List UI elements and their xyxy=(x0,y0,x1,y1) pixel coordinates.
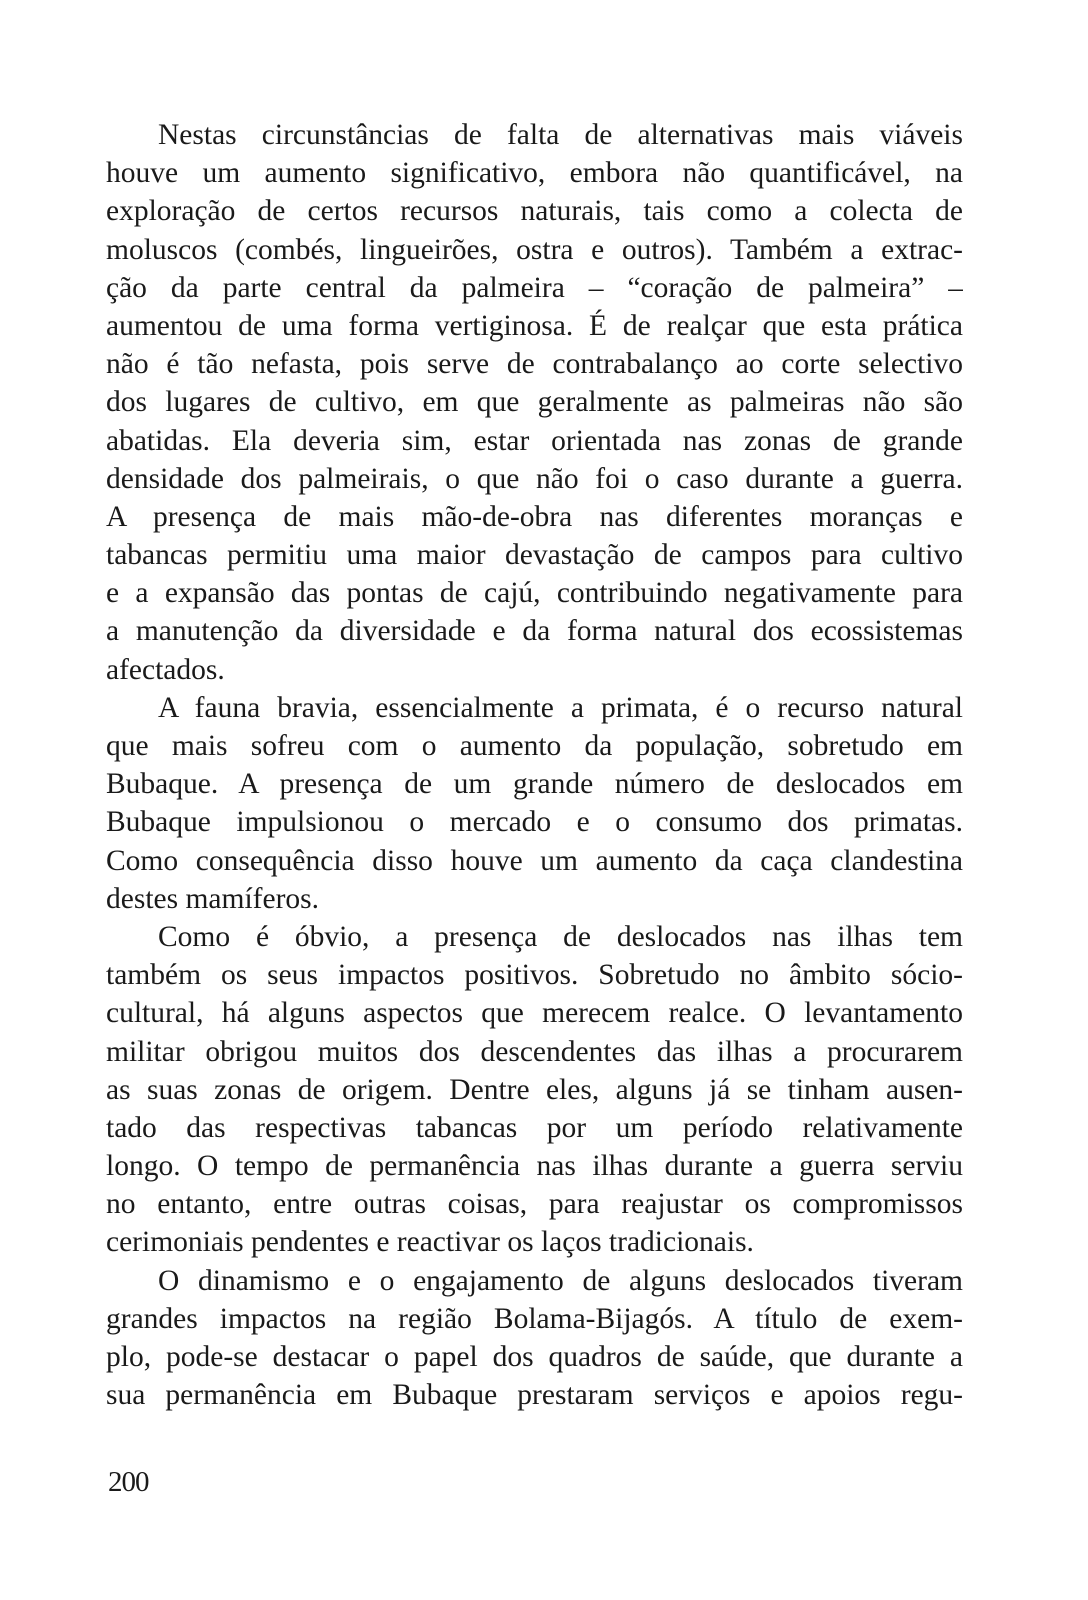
text-line: exploração de certos recursos naturais, tais como a colecta de xyxy=(106,195,963,228)
text-line: cerimoniais pendentes e reactivar os laços tradicionais. xyxy=(106,1226,754,1259)
text-line: as suas zonas de origem. Dentre eles, alguns já se tinham ausen- xyxy=(106,1073,963,1106)
text-line: Nestas circunstâncias de falta de alternativas mais viáveis xyxy=(158,119,963,151)
text-line: grandes impactos na região Bolama-Bijagós. A título de exem- xyxy=(106,1302,963,1335)
text-line: aumentou de uma forma vertiginosa. É de realçar que esta prática xyxy=(106,309,963,342)
text-line: ção da parte central da palmeira – “coração de palmeira” – xyxy=(106,271,963,304)
text-line: não é tão nefasta, pois serve de contrabalanço ao corte selectivo xyxy=(106,348,963,381)
text-line: que mais sofreu com o aumento da população, sobretudo em xyxy=(106,730,963,762)
text-line: no entanto, entre outras coisas, para reajustar os compromissos xyxy=(106,1188,963,1221)
text-line: A fauna bravia, essencialmente a primata, é o recurso natural xyxy=(158,691,963,724)
text-line: militar obrigou muitos dos descendentes das ilhas a procurarem xyxy=(106,1035,963,1068)
text-line: houve um aumento significativo, embora não quantificável, na xyxy=(106,157,963,190)
text-line: a manutenção da diversidade e da forma natural dos ecossistemas xyxy=(106,615,963,648)
text-line: longo. O tempo de permanência nas ilhas durante a guerra serviu xyxy=(106,1150,963,1183)
text-line: e a expansão das pontas de cajú, contribuindo negativamente para xyxy=(106,577,963,610)
text-line: plo, pode-se destacar o papel dos quadros de saúde, que durante a xyxy=(106,1341,963,1373)
paragraph-4 xyxy=(106,1262,963,1415)
page-number: 200 xyxy=(108,1466,149,1498)
text-line: Como consequência disso houve um aumento da caça clandestina xyxy=(106,844,963,877)
text-line: Como é óbvio, a presença de deslocados nas ilhas tem xyxy=(158,920,963,953)
text-line: dos lugares de cultivo, em que geralmente as palmeiras não são xyxy=(106,386,963,419)
paragraph-1 xyxy=(106,116,963,689)
text-line: abatidas. Ela deveria sim, estar orientada nas zonas de grande xyxy=(106,424,963,457)
paragraph-2 xyxy=(106,689,963,918)
text-line: tabancas permitiu uma maior devastação de campos para cultivo xyxy=(106,539,963,572)
text-line: também os seus impactos positivos. Sobretudo no âmbito sócio- xyxy=(106,959,963,992)
text-line: moluscos (combés, lingueirões, ostra e outros). Também a extrac- xyxy=(106,233,963,266)
text-line: O dinamismo e o engajamento de alguns deslocados tiveram xyxy=(158,1264,963,1297)
text-line: densidade dos palmeirais, o que não foi o caso durante a guerra. xyxy=(106,462,963,495)
text-line: tado das respectivas tabancas por um período relativamente xyxy=(106,1111,963,1144)
text-line: afectados. xyxy=(106,653,225,686)
text-line: cultural, há alguns aspectos que merecem realce. O levantamento xyxy=(106,997,963,1030)
body-text xyxy=(106,116,963,1414)
text-line: sua permanência em Bubaque prestaram serviços e apoios regu- xyxy=(106,1379,963,1412)
paragraph-3 xyxy=(106,918,963,1262)
text-line: destes mamíferos. xyxy=(106,882,319,915)
text-line: Bubaque impulsionou o mercado e o consumo dos primatas. xyxy=(106,806,963,839)
text-line: A presença de mais mão-de-obra nas diferentes moranças e xyxy=(106,500,963,533)
text-line: Bubaque. A presença de um grande número de deslocados em xyxy=(106,768,963,801)
